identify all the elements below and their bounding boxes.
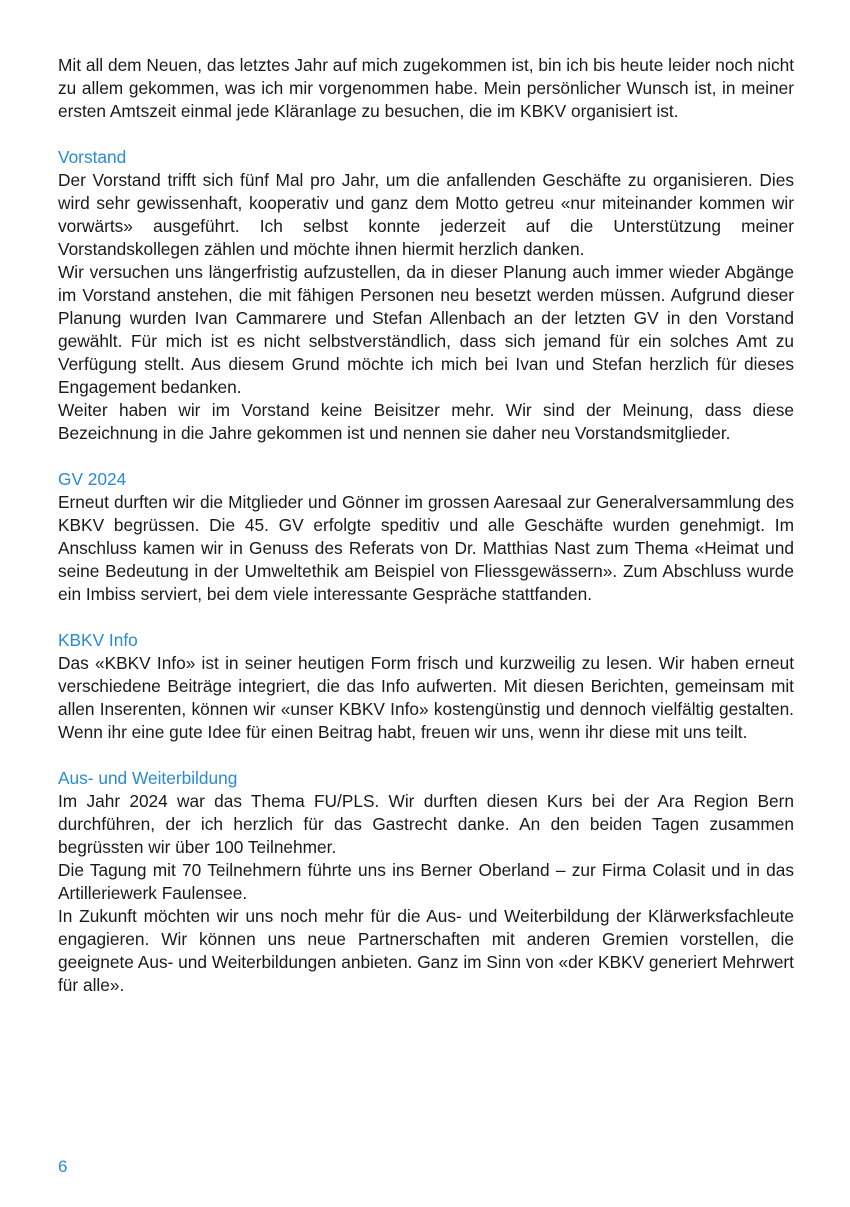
gv-section [58,468,794,606]
vorstand-paragraph-2: Wir versuchen uns längerfristig aufzustellen, da in dieser Planung auch immer wieder Abgänge im Vorstand anstehen, die mit fähigen Personen neu besetzt werden müssen. Aufgrund dieser Planung wurden Ivan Cammarere und Stefan Allenbach an der letzten GV in den Vorstand gewählt. Für mich ist es nicht selbstverständlich, dass sich jemand für ein solches Amt zu Verfügung stellt. Aus diesem Grund möchte ich mich bei Ivan und Stefan herzlich für dieses Engagement bedanken. [58,262,794,397]
bildung-paragraph-3: In Zukunft möchten wir uns noch mehr für die Aus- und Weiterbildung der Klärwerksfachleute engagieren. Wir können uns neue Partnerschaften mit anderen Gremien vorstellen, die geeignete Aus- und Weiterbildungen anbieten. Ganz im Sinn von «der KBKV generiert Mehrwert für alle». [58,906,794,995]
info-section [58,629,794,744]
info-heading: KBKV Info [58,630,138,650]
info-paragraph: Das «KBKV Info» ist in seiner heutigen Form frisch und kurzweilig zu lesen. Wir haben erneut verschiedene Beiträge integriert, die das Info aufwerten. Mit diesen Berichten, gemeinsam mit allen Inserenten, können wir «unser KBKV Info» kostengünstig und dennoch vielfältig gestalten. Wenn ihr eine gute Idee für einen Beitrag habt, freuen wir uns, wenn ihr diese mit uns teilt. [58,653,794,742]
intro-paragraph: Mit all dem Neuen, das letztes Jahr auf mich zugekommen ist, bin ich bis heute leider noch nicht zu allem gekommen, was ich mir vorgenommen habe. Mein persönlicher Wunsch ist, in meiner ersten Amtszeit einmal jede Kläranlage zu besuchen, die im KBKV organisiert ist. [58,55,794,121]
page-number: 6 [58,1157,68,1176]
gv-heading: GV 2024 [58,469,127,489]
page-body [58,54,794,1020]
bildung-paragraph-1: Im Jahr 2024 war das Thema FU/PLS. Wir durften diesen Kurs bei der Ara Region Bern durchführen, der ich herzlich für das Gastrecht danke. An den beiden Tagen zusammen begrüssten wir über 100 Teilnehmer. [58,791,794,857]
bildung-section [58,767,794,997]
vorstand-heading: Vorstand [58,147,127,167]
bildung-paragraph-2: Die Tagung mit 70 Teilnehmern führte uns ins Berner Oberland – zur Firma Colasit und in das Artilleriewerk Faulensee. [58,860,794,903]
bildung-heading: Aus- und Weiterbildung [58,768,238,788]
vorstand-paragraph-1: Der Vorstand trifft sich fünf Mal pro Jahr, um die anfallenden Geschäfte zu organisieren. Dies wird sehr gewissenhaft, kooperativ und ganz dem Motto getreu «nur miteinander kommen wir vorwärts» ausgeführt. Ich selbst konnte jederzeit auf die Unterstützung meiner Vorstandskollegen zählen und möchte ihnen hiermit herzlich danken. [58,170,794,259]
vorstand-section [58,146,794,445]
vorstand-paragraph-3: Weiter haben wir im Vorstand keine Beisitzer mehr. Wir sind der Meinung, dass diese Bezeichnung in die Jahre gekommen ist und nennen sie daher neu Vorstandsmitglieder. [58,400,794,443]
gv-paragraph: Erneut durften wir die Mitglieder und Gönner im grossen Aaresaal zur Generalversammlung des KBKV begrüssen. Die 45. GV erfolgte speditiv und alle Geschäfte wurden genehmigt. Im Anschluss kamen wir in Genuss des Referats von Dr. Matthias Nast zum Thema «Heimat und seine Bedeutung in der Umweltethik am Beispiel von Fliessgewässern». Zum Abschluss wurde ein Imbiss serviert, bei dem viele interessante Gespräche stattfanden. [58,492,794,604]
intro-section [58,54,794,123]
